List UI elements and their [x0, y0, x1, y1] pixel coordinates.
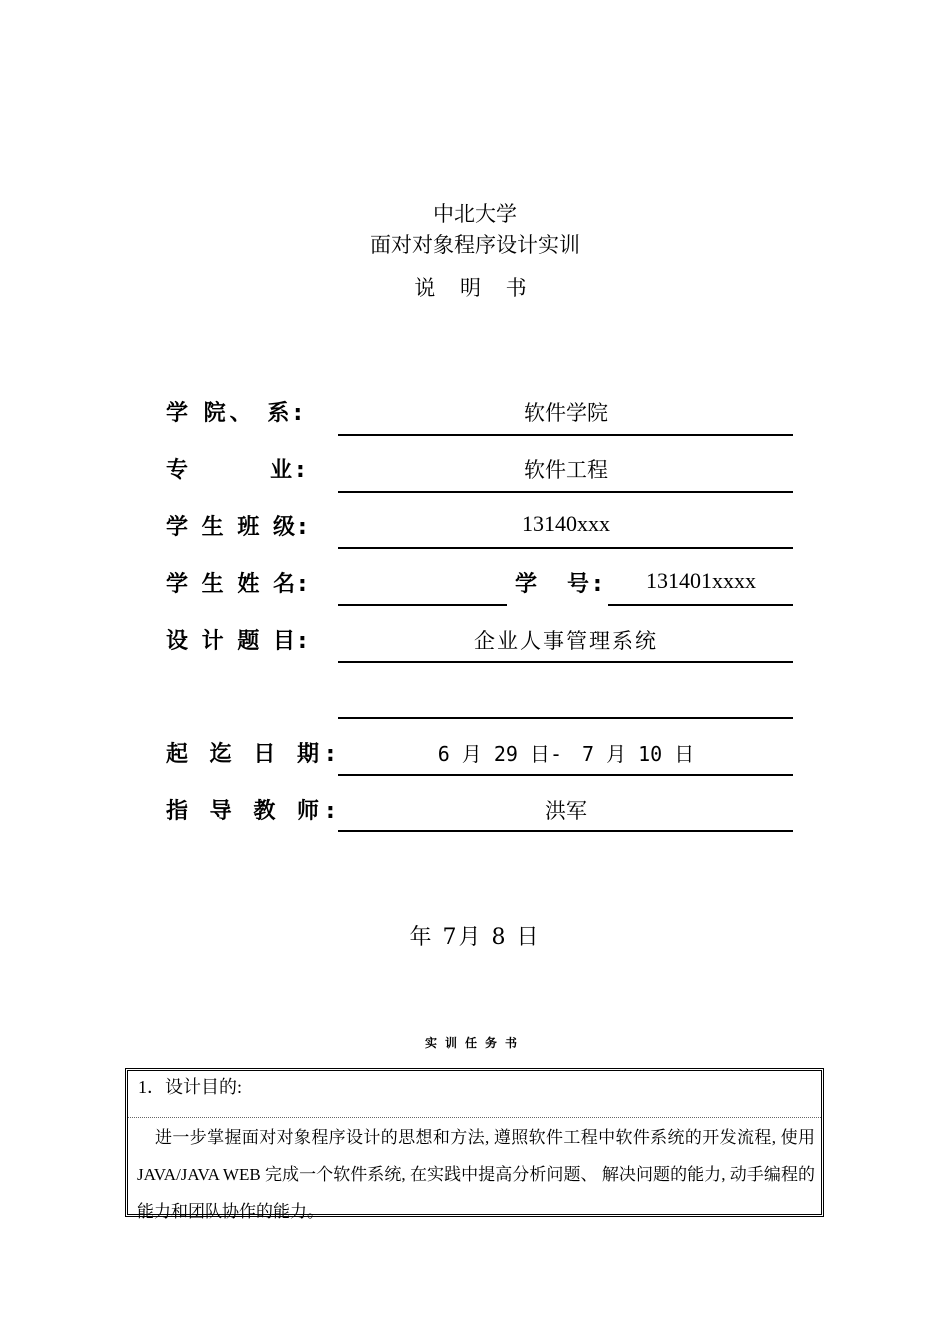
class-value: 13140xxx [522, 511, 610, 536]
topic-underline [338, 661, 793, 663]
task-table [125, 1068, 824, 1221]
class-label: 学 生 班 级: [166, 515, 310, 540]
student-id-value: 131401xxxx [646, 568, 756, 593]
period-label: 起 迄 日 期: [166, 742, 342, 767]
college-underline [338, 434, 793, 436]
period-value: 6 月 29 日- 7 月 10 日 [437, 742, 695, 766]
course-title: 面对对象程序设计实训 [370, 233, 580, 257]
topic-label: 设 计 题 目: [166, 629, 310, 654]
university-title: 中北大学 [433, 202, 517, 226]
task-book-title: 实训任务书 [424, 1036, 525, 1050]
major-value: 软件工程 [524, 458, 608, 482]
advisor-label: 指 导 教 师: [166, 799, 342, 824]
advisor-value: 洪军 [545, 799, 587, 823]
college-label: 学 院、 系: [166, 401, 307, 426]
student-id-label: 学 号: [515, 572, 606, 597]
student-id-underline [608, 604, 793, 606]
topic-underline-2 [338, 717, 793, 719]
major-underline [338, 491, 793, 493]
college-value: 软件学院 [524, 401, 608, 425]
major-label: 专 业: [166, 458, 309, 483]
topic-value: 企业人事管理系统 [474, 629, 658, 653]
date-line: 年 7月 8 日 [409, 925, 541, 950]
period-underline [338, 774, 793, 776]
document-type: 说 明 书 [414, 276, 536, 300]
task-divider [128, 1117, 821, 1118]
class-underline [338, 547, 793, 549]
name-underline [338, 604, 507, 606]
task-body-text: 进一步掌握面对对象程序设计的思想和方法, 遵照软件工程中软件系统的开发流程, 使用 JAVA/JAVA WEB 完成一个软件系统, 在实践中提高分析问题、 解决问题的能力, 动手编程的能力和团队协作的能力。 [137, 1128, 815, 1221]
name-label: 学 生 姓 名: [166, 572, 310, 597]
advisor-underline [338, 830, 793, 832]
task-heading: 1．设计目的: [138, 1077, 243, 1097]
